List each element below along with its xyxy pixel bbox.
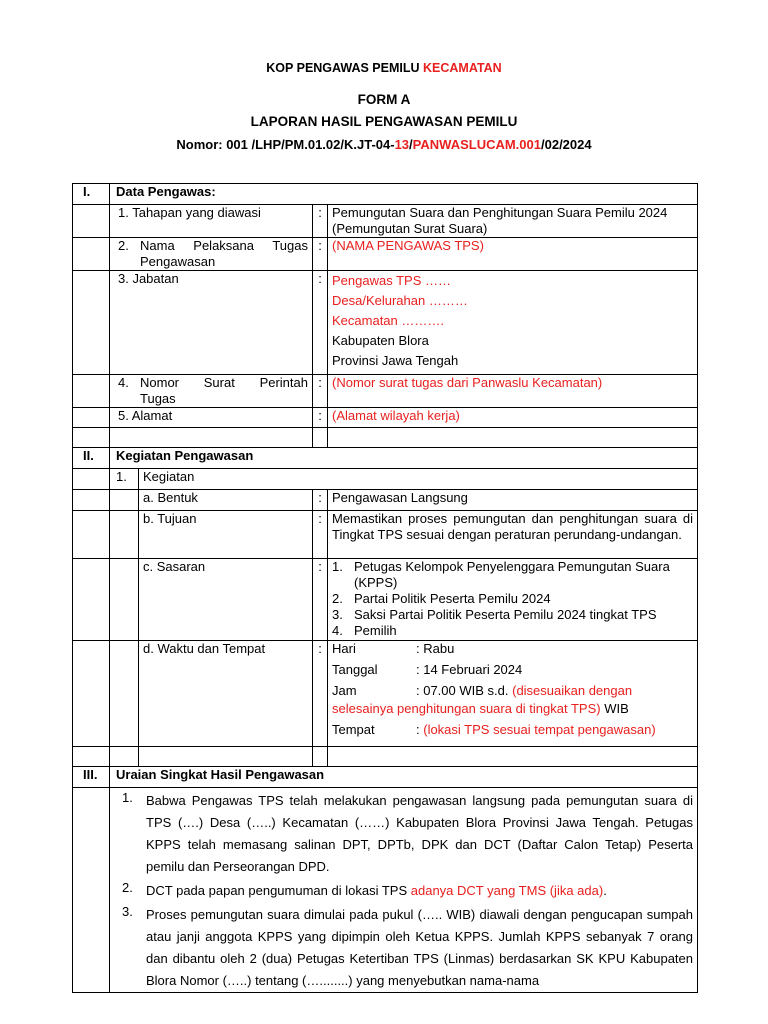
row-bentuk — [73, 490, 698, 511]
nama-pelaksana-label: 2. Nama Pelaksana Tugas Pengawasan — [110, 238, 313, 271]
kegiatan-label: Kegiatan — [139, 469, 698, 490]
row-nama-pelaksana — [73, 238, 698, 271]
colon: : — [313, 559, 328, 641]
nama-pengawas-value: (NAMA PENGAWAS TPS) — [328, 238, 698, 271]
tahapan-value: Pemungutan Suara dan Penghitungan Suara Pemilu 2024 (Pemungutan Surat Suara) — [328, 205, 698, 238]
report-title: LAPORAN HASIL PENGAWASAN PEMILU — [250, 114, 518, 129]
section-3-header — [73, 767, 698, 788]
kop-red-text: KECAMATAN — [423, 61, 502, 75]
sasaran-label: c. Sasaran — [139, 559, 313, 641]
bentuk-value: Pengawasan Langsung — [328, 490, 698, 511]
nomor-part-d: PANWASLUCAM.001 — [412, 137, 541, 152]
colon: : — [313, 375, 328, 408]
section-2-header — [73, 448, 698, 469]
tahapan-label: 1. Tahapan yang diawasi — [110, 205, 313, 238]
nomor-part-c: / — [409, 137, 413, 152]
section-2-title: Kegiatan Pengawasan — [110, 448, 698, 469]
row-waktu-tempat — [73, 641, 698, 747]
nomor-part-b: 13 — [394, 137, 410, 152]
uraian-item: 3. Proses pemungutan suara dimulai pada pukul (….. WIB) diawali dengan pengucapan sumpah atau janji anggota KPPS yang dipimpin oleh Ketua KPPS. Jumlah KPPS sebanyak 7 orang dan dibantu oleh 2 (dua) Petugas Ketertiban TPS (Linmas) berdasarkan SK KPU Kabupaten Blora Nomor (…..) tentang (…........) yang menyebutkan nama-nama — [122, 904, 694, 988]
sasaran-item: 4. Pemilih — [332, 623, 397, 638]
colon: : — [313, 205, 328, 238]
kegiatan-num: 1. — [110, 469, 139, 490]
section-3-roman: III. — [73, 767, 110, 788]
waktu-label: d. Waktu dan Tempat — [139, 641, 313, 747]
uraian-item: 1. Babwa Pengawas TPS telah melakukan pengawasan langsung pada pemungutan suara di TPS (….) Desa (…..) Kecamatan (……) Kabupaten Blora Provinsi Jawa Tengah. Petugas KPPS telah memasang salinan DPT, DPTb, DPK dan DCT (Daftar Calon Tetap) Peserta pemilu dan Perseorangan DPD. — [122, 790, 694, 874]
row-tahapan — [73, 205, 698, 238]
tujuan-value: Memastikan proses pemungutan dan penghitungan suara di Tingkat TPS sesuai dengan peraturan perundang-undangan. — [328, 511, 698, 559]
colon: : — [313, 238, 328, 271]
row-uraian — [73, 788, 698, 993]
document-number — [0, 137, 768, 152]
sasaran-item: 3. Saksi Partai Politik Peserta Pemilu 2024 tingkat TPS — [332, 607, 657, 622]
section-1-header — [73, 184, 698, 205]
kop-header — [0, 61, 768, 75]
nomor-part-e: /02/2024 — [541, 137, 592, 152]
section-1-roman: I. — [73, 184, 110, 205]
row-kegiatan — [73, 469, 698, 490]
nomor-part-a: Nomor: 001 /LHP/PM.01.02/K.JT-04- — [176, 137, 395, 152]
kop-text: KOP PENGAWAS PEMILU — [266, 61, 424, 75]
colon: : — [313, 271, 328, 375]
sasaran-item: 1. Petugas Kelompok Penyelenggara Pemungutan Suara (KPPS) — [332, 559, 670, 590]
nomor-surat-label: 4. Nomor Surat Perintah Tugas — [110, 375, 313, 408]
row-empty-1 — [73, 428, 698, 448]
section-2-roman: II. — [73, 448, 110, 469]
uraian-item: 2. DCT pada papan pengumuman di lokasi TPS adanya DCT yang TMS (jika ada). — [122, 880, 607, 898]
row-nomor-surat — [73, 375, 698, 408]
report-form-table — [72, 183, 698, 993]
jabatan-label: 3. Jabatan — [110, 271, 313, 375]
alamat-label: 5. Alamat — [110, 408, 313, 428]
row-empty-2 — [73, 747, 698, 767]
jabatan-value: Pengawas TPS …… Desa/Kelurahan ……… Kecamatan ………. Kabupaten Blora Provinsi Jawa Tengah — [328, 271, 698, 375]
colon: : — [313, 511, 328, 559]
form-title: FORM A — [357, 92, 411, 107]
row-sasaran — [73, 559, 698, 641]
nomor-surat-value: (Nomor surat tugas dari Panwaslu Kecamatan) — [328, 375, 698, 408]
colon: : — [313, 490, 328, 511]
row-jabatan — [73, 271, 698, 375]
colon: : — [313, 408, 328, 428]
sasaran-item: 2. Partai Politik Peserta Pemilu 2024 — [332, 591, 551, 606]
row-tujuan — [73, 511, 698, 559]
sasaran-list — [328, 559, 698, 641]
row-alamat — [73, 408, 698, 428]
section-1-title: Data Pengawas: — [110, 184, 698, 205]
waktu-value: Hari : Rabu Tanggal : 14 Februari 2024 Jam : 07.00 WIB s.d. (disesuaikan dengan selesainya penghitungan suara di tingkat TPS) WIB Tempat : (lokasi TPS sesuai tempat pengawasan) — [328, 641, 698, 747]
tujuan-label: b. Tujuan — [139, 511, 313, 559]
colon: : — [313, 641, 328, 747]
section-3-title: Uraian Singkat Hasil Pengawasan — [110, 767, 698, 788]
uraian-content — [110, 788, 698, 993]
alamat-value: (Alamat wilayah kerja) — [328, 408, 698, 428]
bentuk-label: a. Bentuk — [139, 490, 313, 511]
